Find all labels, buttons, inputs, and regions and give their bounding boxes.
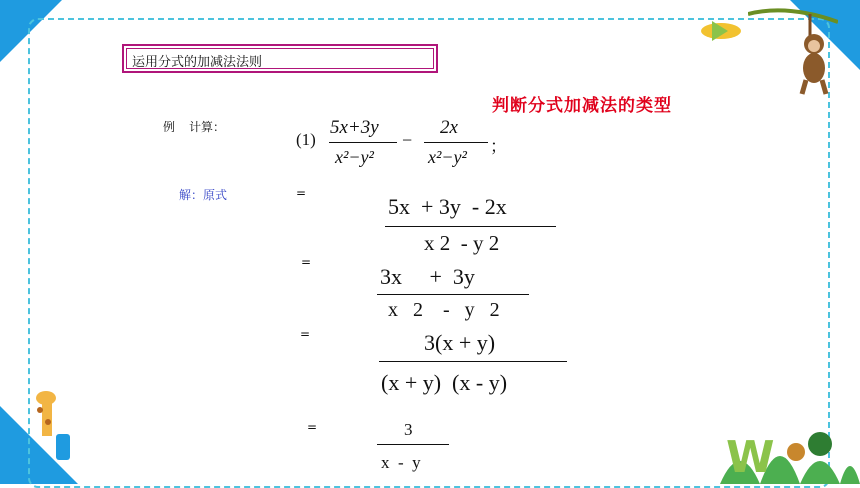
fraction1-bar <box>329 142 397 143</box>
step4-numerator: 3 <box>404 420 413 439</box>
step3-numerator: 3(x + y) <box>424 330 496 355</box>
heading-title: 判断分式加减法的类型 <box>492 96 672 116</box>
step3-bar <box>379 361 567 362</box>
fraction1-numerator: 5x+3y <box>330 117 379 138</box>
monkey-icon <box>748 0 838 96</box>
step4-denominator: x - y <box>381 453 421 472</box>
fraction2-numerator: 2x <box>440 117 458 138</box>
example-task: 计算： <box>189 120 226 134</box>
equals-sign: = <box>300 327 311 341</box>
step1-denominator: x 2 - y 2 <box>424 231 500 255</box>
giraffe-icon <box>22 390 74 466</box>
step4-bar <box>377 444 449 445</box>
example-label: 例 <box>163 120 176 134</box>
equals-sign: = <box>296 186 307 200</box>
solution-label: 解：原式 <box>179 188 228 202</box>
step1-numerator: 5x + 3y - 2x <box>388 194 507 219</box>
rule-box <box>122 44 438 73</box>
minus-operator: − <box>402 130 413 150</box>
svg-text:W: W <box>726 432 775 483</box>
fraction1-denominator: x²−y² <box>335 147 374 167</box>
item-number: (1) <box>296 130 316 149</box>
rule-text: 运用分式的加减法法则 <box>132 55 263 70</box>
airplane-icon <box>698 16 744 46</box>
step1-bar <box>385 226 556 227</box>
fraction2-denominator: x²−y² <box>428 147 467 167</box>
step3-denominator: (x + y) (x - y) <box>381 370 508 395</box>
step2-bar <box>377 294 529 295</box>
fraction2-bar <box>424 142 488 143</box>
grass-plants-icon <box>720 408 860 484</box>
expression-end: ； <box>490 137 507 156</box>
equals-sign: = <box>301 255 312 269</box>
step2-denominator: x 2 - y 2 <box>388 299 500 321</box>
equals-sign: = <box>307 420 318 434</box>
step2-numerator: 3x + 3y <box>380 264 475 289</box>
